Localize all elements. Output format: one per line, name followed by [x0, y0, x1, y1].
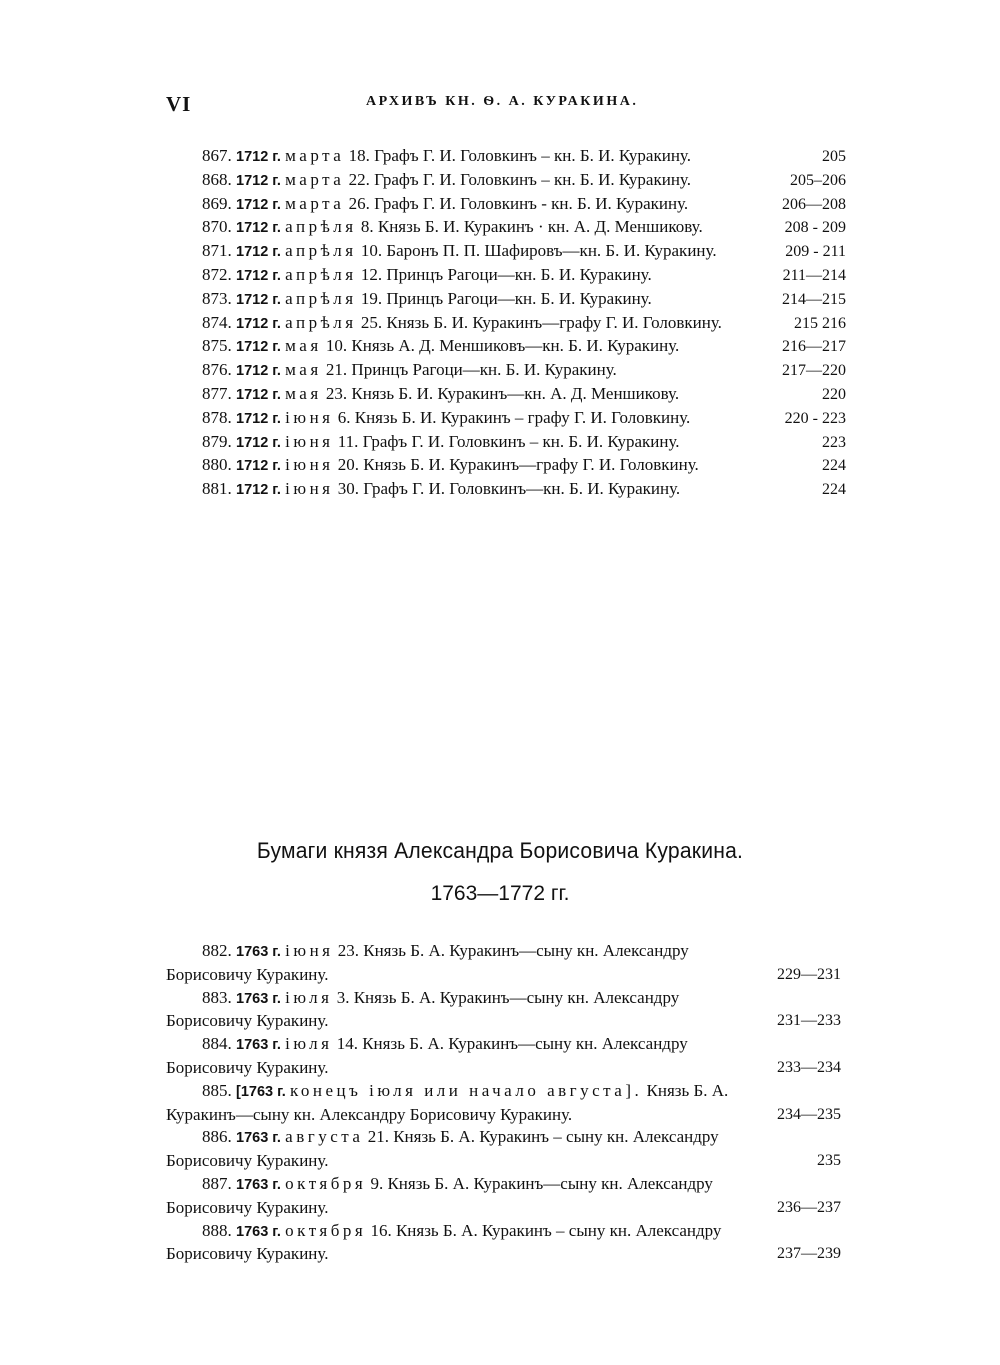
- section-years: 1763—1772 гг.: [430, 882, 570, 905]
- list-item: [166, 1080, 846, 1127]
- entry-text: [166, 240, 846, 264]
- entry-pages: 223: [822, 433, 846, 451]
- entry-month: іюля: [285, 1034, 333, 1054]
- entry-pages: 206—208: [782, 195, 846, 213]
- entry-month: апрѣля: [285, 217, 357, 237]
- entry-year: 1712 г.: [236, 458, 281, 475]
- entry-number: 885.: [202, 1080, 232, 1100]
- entry-text: [166, 169, 846, 193]
- entry-description: 10. Баронъ П. П. Шафировъ—кн. Б. И. Куракину.: [360, 241, 717, 261]
- list-item: [166, 383, 846, 407]
- entry-year: 1763 г.: [236, 944, 281, 960]
- running-head: [166, 92, 666, 118]
- entry-description: 26. Графъ Г. И. Головкинъ - кн. Б. И. Куракину.: [348, 193, 689, 213]
- entry-pages: 217—220: [782, 362, 846, 380]
- section-title: Бумаги князя Александра Борисовича Куракина.: [256, 838, 744, 863]
- entry-number: 886.: [202, 1127, 232, 1147]
- entry-text: [166, 407, 846, 431]
- entry-pages: 211—214: [782, 266, 846, 284]
- entry-pages: 235: [817, 1152, 841, 1170]
- entry-description: 3. Князь Б. А. Куракинъ—сыну кн. Александру Борисовичу Куракину.: [166, 987, 680, 1031]
- entry-number: 872.: [202, 264, 232, 284]
- entry-description: 30. Графъ Г. И. Головкинъ—кн. Б. И. Куракину.: [337, 479, 681, 499]
- entry-pages: 205: [822, 148, 846, 165]
- entry-pages: 216—217: [782, 338, 846, 356]
- entry-description: 21. Князь Б. А. Куракинъ – сыну кн. Александру Борисовичу Куракину.: [166, 1127, 719, 1171]
- entry-text: [166, 335, 846, 359]
- entry-month: конецъ іюля или начало августа].: [289, 1080, 643, 1100]
- entry-year: 1712 г.: [236, 196, 281, 213]
- entry-year: 1712 г.: [236, 434, 281, 451]
- entry-year: 1712 г.: [236, 244, 281, 261]
- entry-year: 1763 г.: [236, 1037, 281, 1054]
- entry-number: 876.: [202, 360, 232, 380]
- entry-year: [1763 г.: [236, 1083, 286, 1100]
- entry-description: 8. Князь Б. И. Куракинъ · кн. А. Д. Меншикову.: [360, 217, 703, 237]
- entry-month: марта: [285, 169, 345, 189]
- list-item: [166, 431, 846, 455]
- list-item: [166, 407, 846, 431]
- entry-year: 1712 г.: [236, 267, 281, 284]
- entry-number: 870.: [202, 217, 232, 237]
- entry-description: 21. Принцъ Рагоци—кн. Б. И. Куракину.: [325, 360, 617, 380]
- entry-pages: 229—231: [777, 965, 841, 983]
- entry-pages: 220 - 223: [784, 409, 846, 427]
- entry-number: 878.: [202, 407, 232, 427]
- entry-number: 880.: [202, 455, 232, 475]
- entry-pages: 214—215: [782, 290, 846, 308]
- entry-year: 1763 г.: [236, 1176, 281, 1193]
- list-item: [166, 359, 846, 383]
- entry-month: іюня: [285, 455, 334, 475]
- list-item: [166, 1126, 846, 1173]
- entry-month: марта: [285, 146, 345, 165]
- entry-number: 871.: [202, 241, 232, 261]
- entry-year: 1712 г.: [236, 220, 281, 237]
- entry-pages: 208 - 209: [784, 219, 846, 237]
- page-number: VI: [166, 92, 192, 116]
- entry-year: 1763 г.: [236, 1130, 281, 1147]
- entry-number: 882.: [202, 941, 232, 960]
- entry-month: апрѣля: [285, 264, 357, 284]
- list-item: [166, 1220, 846, 1267]
- entry-month: іюня: [285, 431, 334, 451]
- entry-month: іюня: [285, 479, 334, 499]
- list-item: [166, 145, 846, 169]
- entry-year: 1712 г.: [236, 315, 281, 332]
- entry-month: августа: [285, 1127, 364, 1147]
- entry-number: 868.: [202, 169, 232, 189]
- entry-text: [166, 454, 846, 478]
- entry-text: [166, 431, 846, 455]
- entry-year: 1763 г.: [236, 990, 281, 1007]
- list-item: [166, 940, 846, 987]
- entry-month: іюня: [285, 407, 334, 427]
- entry-pages: 236—237: [777, 1198, 841, 1216]
- entry-number: 884.: [202, 1034, 232, 1054]
- entry-month: октября: [285, 1173, 367, 1193]
- list-item: [166, 288, 846, 312]
- entry-text: [166, 264, 846, 288]
- entry-number: 874.: [202, 312, 232, 332]
- entry-pages: 209 - 211: [785, 243, 846, 261]
- entry-pages: 220: [822, 385, 846, 403]
- list-item: [166, 193, 846, 217]
- list-item: [166, 987, 846, 1034]
- entry-description: 14. Князь Б. А. Куракинъ—сыну кн. Александру Борисовичу Куракину.: [166, 1034, 688, 1077]
- entry-number: 888.: [202, 1220, 232, 1240]
- entry-month: мая: [285, 336, 322, 356]
- entry-description: 9. Князь Б. А. Куракинъ—сыну кн. Александру Борисовичу Куракину.: [166, 1173, 713, 1217]
- entry-description: 16. Князь Б. А. Куракинъ – сыну кн. Александру Борисовичу Куракину.: [166, 1220, 722, 1264]
- entry-month: мая: [285, 360, 322, 380]
- entry-list-1763: [166, 940, 846, 1266]
- list-item: [166, 264, 846, 288]
- entry-text: [166, 359, 846, 383]
- entry-pages: 233—234: [777, 1058, 841, 1076]
- entry-year: 1712 г.: [236, 482, 281, 499]
- entry-text: [166, 145, 846, 169]
- list-item: [166, 169, 846, 193]
- entry-year: 1712 г.: [236, 410, 281, 427]
- entry-text: [166, 383, 846, 407]
- entry-list-1712: [166, 145, 846, 502]
- entry-description: 19. Принцъ Рагоци—кн. Б. И. Куракину.: [360, 288, 652, 308]
- list-item: [166, 1173, 846, 1220]
- entry-year: 1712 г.: [236, 339, 281, 356]
- entry-number: 883.: [202, 987, 232, 1007]
- entry-number: 867.: [202, 146, 232, 165]
- entry-year: 1712 г.: [236, 172, 281, 189]
- list-item: [166, 478, 846, 502]
- entry-description: 11. Графъ Г. И. Головкинъ – кн. Б. И. Куракину.: [337, 431, 680, 451]
- entry-text: [166, 312, 846, 336]
- entry-year: 1712 г.: [236, 149, 281, 165]
- list-item: [166, 335, 846, 359]
- entry-pages: 224: [822, 457, 846, 475]
- entry-description: 22. Графъ Г. И. Головкинъ – кн. Б. И. Куракину.: [348, 169, 691, 189]
- entry-description: 6. Князь Б. И. Куракинъ – графу Г. И. Головкину.: [337, 407, 691, 427]
- entry-description: 25. Князь Б. И. Куракинъ—графу Г. И. Головкину.: [360, 312, 722, 332]
- entry-number: 879.: [202, 431, 232, 451]
- entry-pages: 205–206: [790, 171, 846, 189]
- entry-month: октября: [285, 1220, 367, 1240]
- entry-text: [166, 193, 846, 217]
- entry-year: 1712 г.: [236, 386, 281, 403]
- entry-pages: 215 216: [794, 314, 846, 332]
- entry-pages: 237—239: [777, 1245, 841, 1263]
- list-item: [166, 1033, 846, 1080]
- entry-pages: 231—233: [777, 1012, 841, 1030]
- entry-month: апрѣля: [285, 241, 357, 261]
- entry-number: 877.: [202, 383, 232, 403]
- list-item: [166, 312, 846, 336]
- entry-month: мая: [285, 383, 322, 403]
- entry-description: 10. Князь А. Д. Меншиковъ—кн. Б. И. Куракину.: [325, 336, 680, 356]
- entry-month: марта: [285, 193, 345, 213]
- entry-pages: 224: [822, 481, 846, 499]
- entry-description: 20. Князь Б. И. Куракинъ—графу Г. И. Головкину.: [337, 455, 699, 475]
- entry-year: 1712 г.: [236, 291, 281, 308]
- entry-text: [166, 478, 846, 502]
- entry-number: 887.: [202, 1173, 232, 1193]
- entry-number: 881.: [202, 479, 232, 499]
- entry-number: 875.: [202, 336, 232, 356]
- entry-description: 23. Князь Б. И. Куракинъ—кн. А. Д. Меншикову.: [325, 383, 680, 403]
- running-title: АРХИВЪ КН. Ѳ. А. КУРАКИНА.: [366, 94, 639, 109]
- entry-description: 18. Графъ Г. И. Головкинъ – кн. Б. И. Куракину.: [348, 146, 691, 165]
- entry-description: 12. Принцъ Рагоци—кн. Б. И. Куракину.: [360, 264, 652, 284]
- entry-number: 873.: [202, 288, 232, 308]
- entry-description: 23. Князь Б. А. Куракинъ—сыну кн. Александру Борисовичу Куракину.: [166, 941, 689, 984]
- entry-month: апрѣля: [285, 312, 357, 332]
- entry-month: апрѣля: [285, 288, 357, 308]
- list-item: [166, 216, 846, 240]
- entry-pages: 234—235: [777, 1105, 841, 1123]
- entry-description: Князь Б. А. Куракинъ—сыну кн. Александру Борисовичу Куракину.: [166, 1080, 729, 1124]
- entry-year: 1763 г.: [236, 1223, 281, 1240]
- list-item: [166, 454, 846, 478]
- entry-text: [166, 288, 846, 312]
- entry-year: 1712 г.: [236, 363, 281, 380]
- entry-number: 869.: [202, 193, 232, 213]
- entry-text: [166, 216, 846, 240]
- entry-month: іюня: [285, 941, 334, 960]
- entry-month: іюля: [285, 987, 333, 1007]
- list-item: [166, 240, 846, 264]
